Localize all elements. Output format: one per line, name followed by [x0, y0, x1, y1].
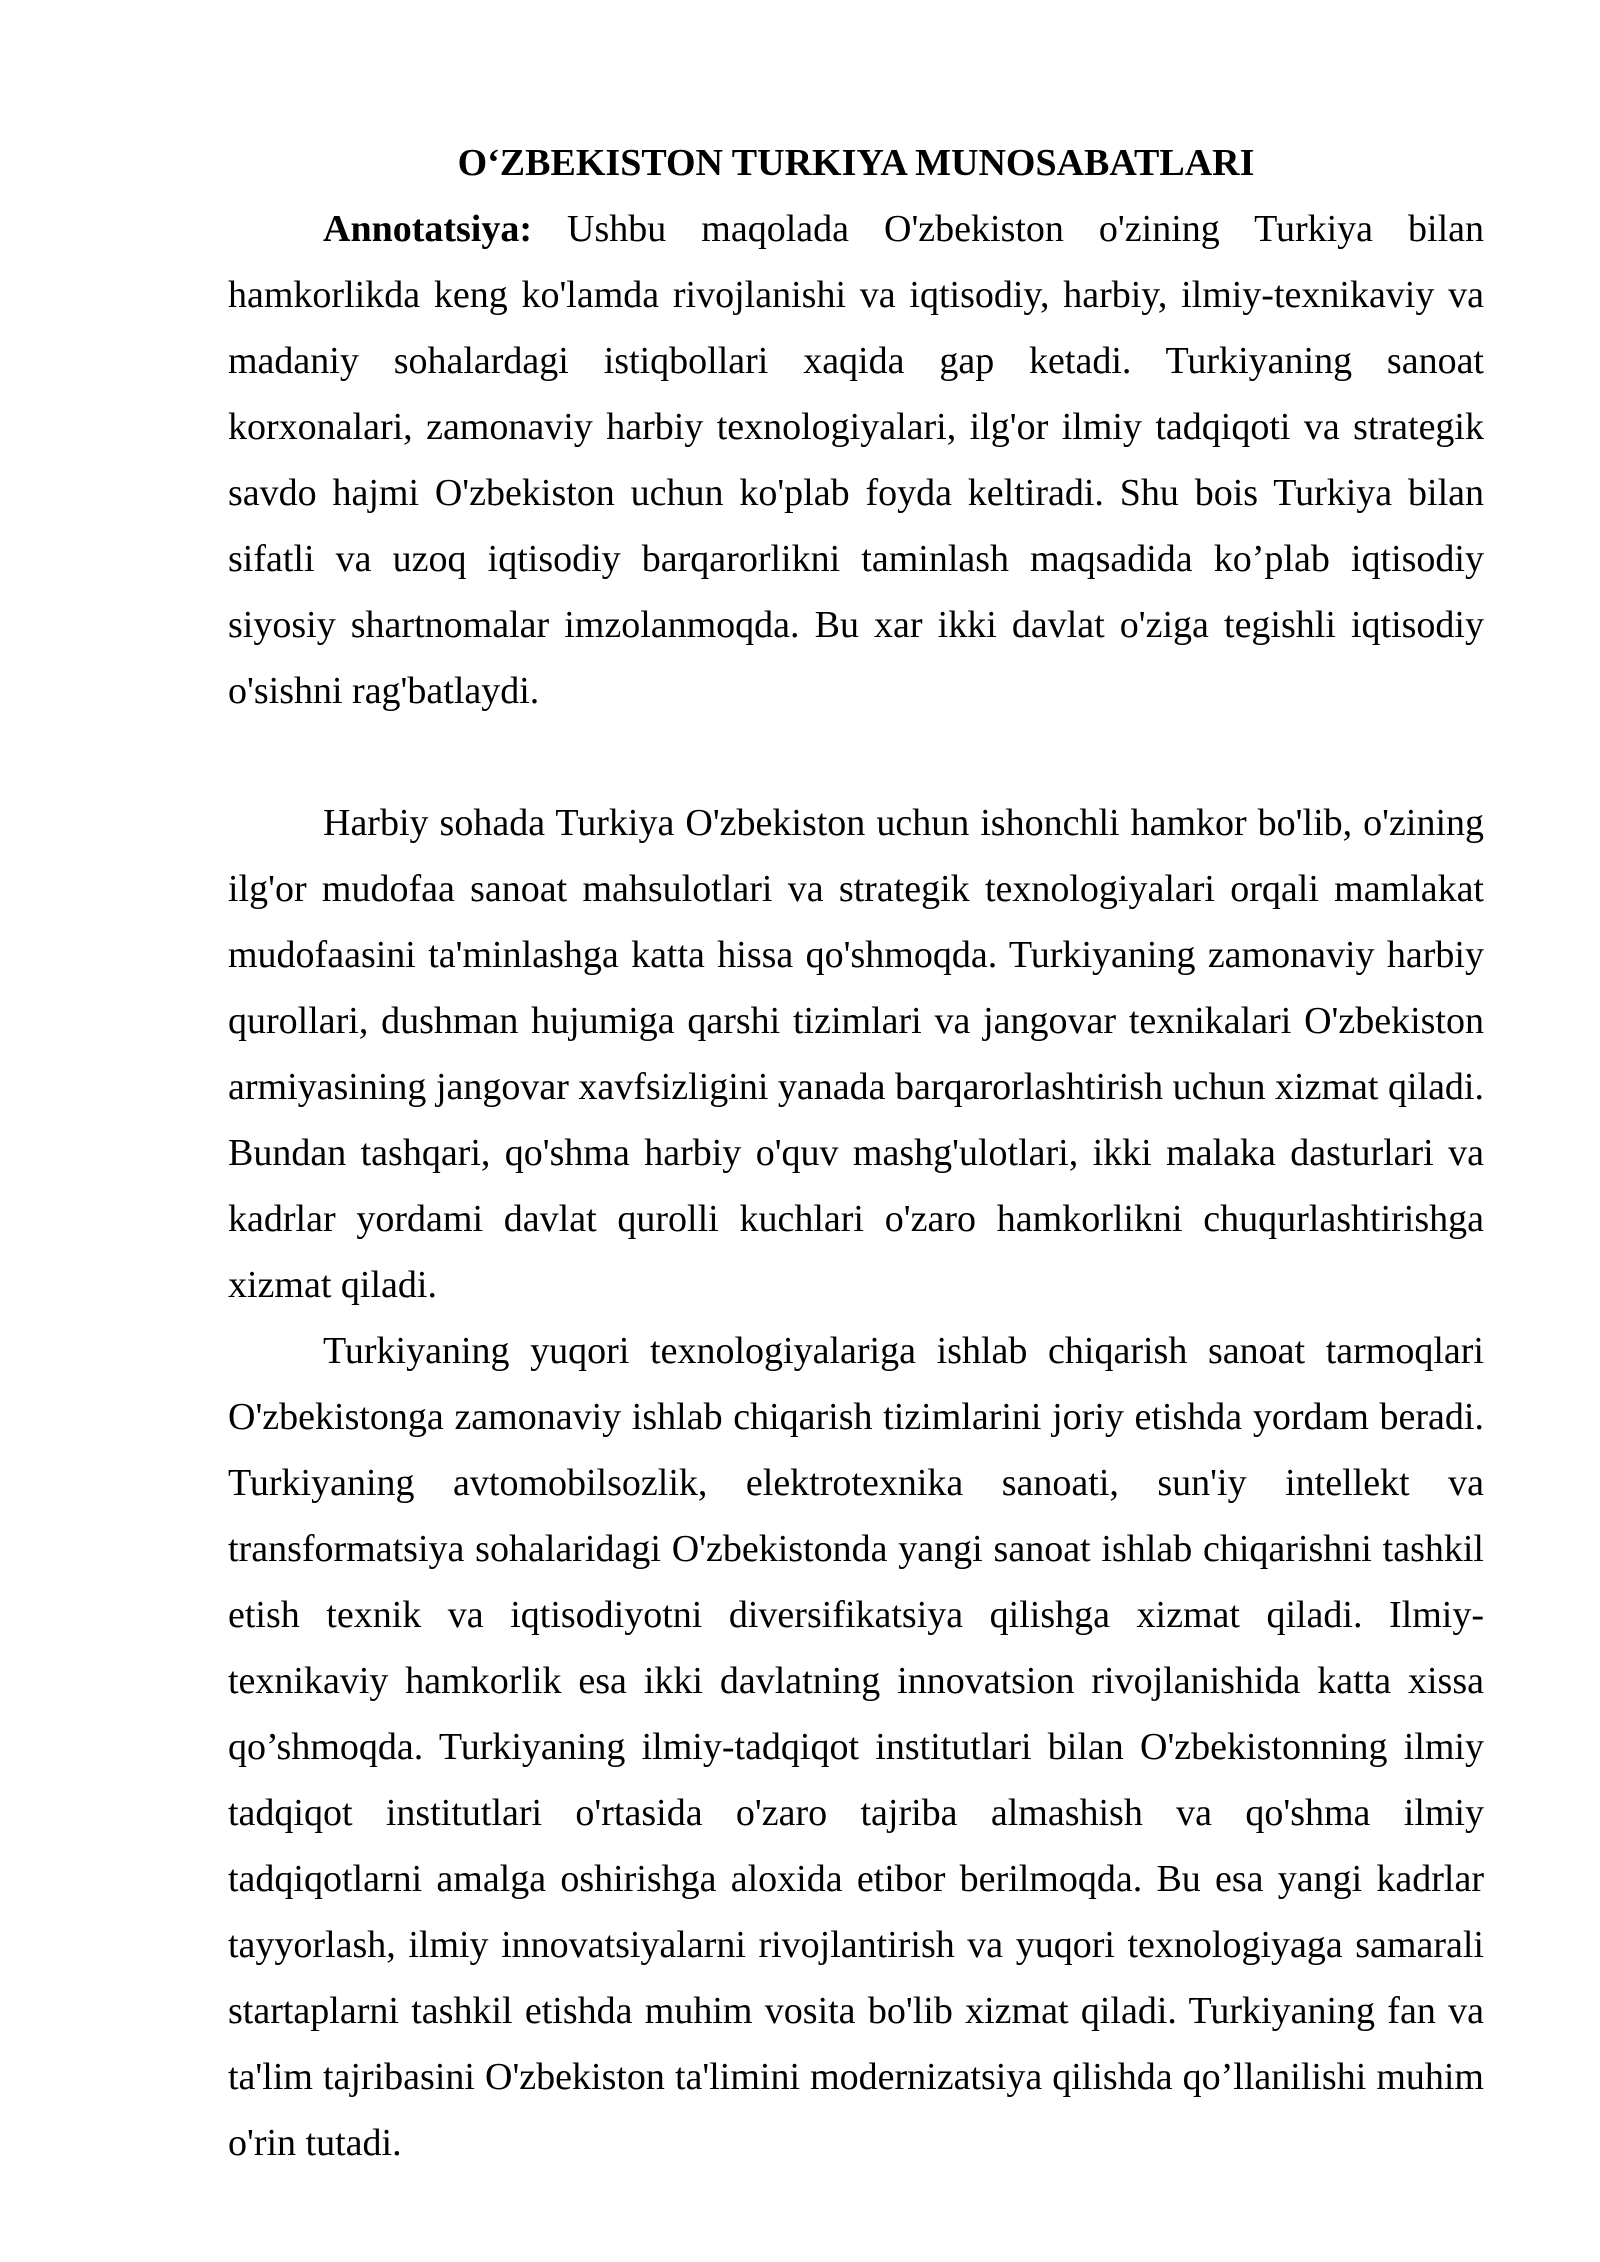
- document-title: O‘ZBEKISTON TURKIYA MUNOSABATLARI: [457, 142, 1255, 184]
- paragraph-text: Turkiyaning yuqori texnologiyalariga ishlab chiqarish sanoat tarmoqlari O'zbekistonga zamonaviy ishlab chiqarish tizimlarini joriy etishda yordam beradi. Turkiyaning avtomobilsozlik, elektrotexnika sanoati, sun'iy intellekt va transformatsiya sohalaridagi O'zbekistonda yangi sanoat ishlab chiqarishni tashkil etish texnik va iqtisodiyotni diversifikatsiya qilishga xizmat qiladi. Ilmiy-texnikaviy hamkorlik esa ikki davlatning innovatsion rivojlanishida katta xissa qo’shmoqda. Turkiyaning ilmiy-tadqiqot institutlari bilan O'zbekistonning ilmiy tadqiqot institutlari o'rtasida o'zaro tajriba almashish va qo'shma ilmiy tadqiqotlarni amalga oshirishga aloxida etibor berilmoqda. Bu esa yangi kadrlar tayyorlash, ilmiy innovatsiyalarni rivojlantirish va yuqori texnologiyaga samarali startaplarni tashkil etishda muhim vosita bo'lib xizmat qiladi. Turkiyaning fan va ta'lim tajribasini O'zbekiston ta'limini modernizatsiya qilishda qo’llanilishi muhim o'rin tutadi.: [228, 1330, 1484, 2164]
- paragraph-text: Harbiy sohada Turkiya O'zbekiston uchun ishonchli hamkor bo'lib, o'zining ilg'or mudofaa sanoat mahsulotlari va strategik texnologiyalari orqali mamlakat mudofaasini ta'minlashga katta hissa qo'shmoqda. Turkiyaning zamonaviy harbiy qurollari, dushman hujumiga qarshi tizimlari va jangovar texnikalari O'zbekiston armiyasining jangovar xavfsizligini yanada barqarorlashtirish uchun xizmat qiladi. Bundan tashqari, qo'shma harbiy o'quv mashg'ulotlari, ikki malaka dasturlari va kadrlar yordami davlat qurolli kuchlari o'zaro hamkorlikni chuqurlashtirishga xizmat qiladi.: [228, 802, 1484, 1306]
- paragraph: [228, 1318, 1484, 2176]
- paragraph: [228, 196, 1484, 724]
- paragraph-text: Ushbu maqolada O'zbekiston o'zining Turkiya bilan hamkorlikda keng ko'lamda rivojlanishi va iqtisodiy, harbiy, ilmiy-texnikaviy va madaniy sohalardagi istiqbollari xaqida gap ketadi. Turkiyaning sanoat korxonalari, zamonaviy harbiy texnologiyalari, ilg'or ilmiy tadqiqoti va strategik savdo hajmi O'zbekiston uchun ko'plab foyda keltiradi. Shu bois Turkiya bilan sifatli va uzoq iqtisodiy barqarorlikni taminlash maqsadida ko’plab iqtisodiy siyosiy shartnomalar imzolanmoqda. Bu xar ikki davlat o'ziga tegishli iqtisodiy o'sishni rag'batlaydi.: [228, 208, 1485, 712]
- paragraph: [228, 790, 1484, 1318]
- paragraph-lead: Annotatsiya:: [323, 208, 533, 250]
- document-body: [228, 196, 1484, 2176]
